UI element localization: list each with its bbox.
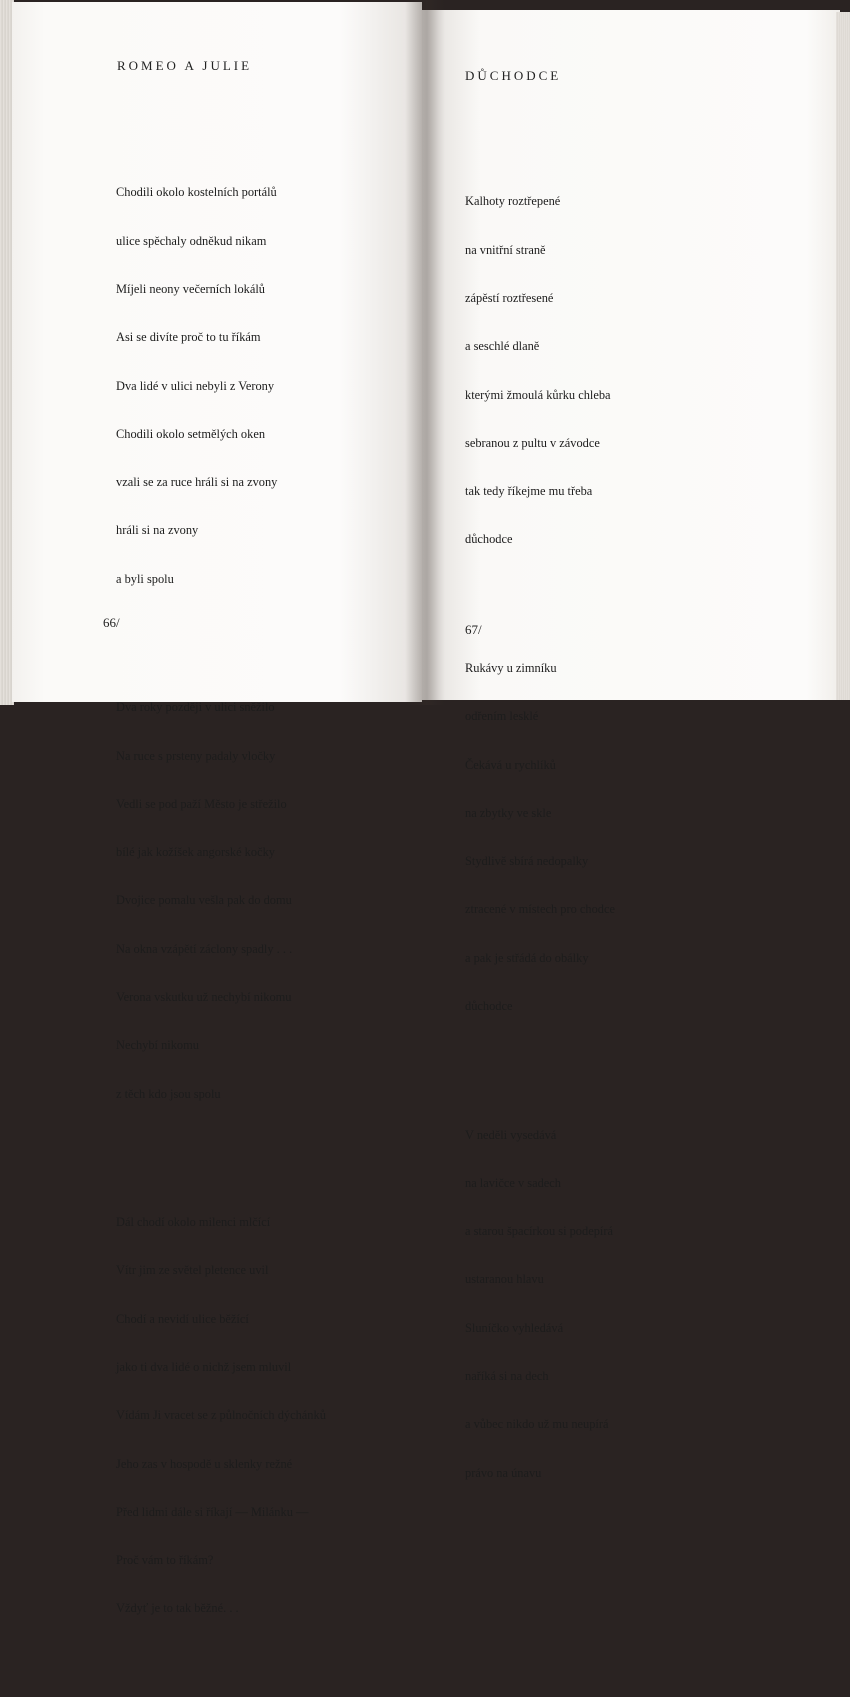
verse-line: Vždyť je to tak běžné. . . [116, 1601, 239, 1616]
verse-line: Dva roky později v ulici sněžilo [116, 700, 275, 715]
verse-line: právo na únavu [465, 1465, 542, 1480]
verse-line: Proč vám to říkám? [116, 1553, 214, 1568]
verse-line: důchodce [465, 998, 513, 1013]
verse-line: tak tedy říkejme mu třeba [465, 484, 593, 499]
verse-line: ustaranou hlavu [465, 1272, 544, 1287]
poem-body-left [116, 120, 326, 1697]
right-page [422, 10, 840, 1480]
verse-line: na zbytky ve skle [465, 805, 552, 820]
verse-line: Dál chodí okolo milenci mlčící [116, 1215, 271, 1230]
verse-line: ulice spěchaly odněkud nikam [116, 233, 267, 248]
verse-line: Na okna vzápětí záclony spadly . . . [116, 941, 293, 956]
stanza [116, 667, 326, 1134]
verse-line: Chodí a nevidí ulice běžící [116, 1311, 249, 1326]
verse-line: vzali se za ruce hráli si na zvony [116, 475, 278, 490]
verse-line: Chodili okolo kostelních portálů [116, 185, 277, 200]
verse-line: kterými žmoulá kůrku chleba [465, 387, 611, 402]
verse-line: na lavičce v sadech [465, 1175, 561, 1190]
verse-line: Sluníčko vyhledává [465, 1320, 564, 1335]
page-number-right: 67/ [465, 622, 482, 637]
verse-line: z těch kdo jsou spolu [116, 1086, 221, 1101]
verse-line: Rukávy u zimníku [465, 661, 557, 675]
verse-line: a starou špacírkou si podepírá [465, 1224, 613, 1239]
poem-title-right: DŮCHODCE [465, 68, 562, 83]
verse-line: ztracené v místech pro chodce [465, 902, 615, 917]
page-edges-right [836, 12, 850, 700]
verse-line: Čekává u rychlíků [465, 757, 556, 772]
verse-line: Vedli se pod paží Město je střežilo [116, 796, 287, 811]
verse-line: Verona vskutku už nechybí nikomu [116, 989, 292, 1004]
verse-line: Nechybí nikomu [116, 1038, 199, 1053]
verse-line: Na ruce s prsteny padaly vločky [116, 748, 276, 763]
verse-line: a seschlé dlaně [465, 339, 540, 354]
stanza [116, 1182, 326, 1649]
verse-line: odřením lesklé [465, 709, 539, 724]
verse-line: naříká si na dech [465, 1369, 549, 1384]
verse-line: na vnitřní straně [465, 242, 546, 257]
verse-line: Před lidmi dále si říkají — Milánku — [116, 1504, 309, 1519]
verse-line: Stydlivě sbírá nedopalky [465, 854, 589, 869]
verse-line: Míjeli neony večerních lokálů [116, 281, 265, 296]
verse-line: zápěstí roztřesené [465, 290, 554, 305]
verse-line: Jeho zas v hospodě u sklenky režné [116, 1456, 293, 1471]
verse-line: Dva lidé v ulici nebyli z Verony [116, 378, 275, 393]
stanza [465, 628, 615, 1046]
verse-line: V neděli vysedává [465, 1127, 557, 1142]
stanza [465, 161, 615, 579]
verse-line: jako ti dva lidé o nichž jsem mluvil [116, 1360, 292, 1375]
verse-line: a vůbec nikdo už mu neupírá [465, 1417, 609, 1432]
verse-line: hráli si na zvony [116, 523, 199, 538]
verse-line: důchodce [465, 532, 513, 547]
poem-title-left: ROMEO A JULIE [117, 58, 253, 73]
left-page [12, 2, 422, 1616]
verse-line: Vídám Ji vracet se z půlnočních dýchánků [116, 1408, 326, 1423]
verse-line: a pak je střádá do obálky [465, 950, 589, 965]
page-number-left: 66/ [103, 615, 120, 630]
verse-line: Chodili okolo setmělých oken [116, 426, 266, 441]
verse-line: Asi se divíte proč to tu říkám [116, 330, 261, 345]
verse-line: bílé jak kožíšek angorské kočky [116, 845, 275, 860]
verse-line: Kalhoty roztřepené [465, 194, 561, 209]
stanza [116, 152, 326, 619]
verse-line: Dvojice pomalu vešla pak do domu [116, 893, 292, 908]
verse-line: a byli spolu [116, 571, 174, 586]
verse-line: sebranou z pultu v závodce [465, 435, 600, 450]
verse-line: Vítr jim ze světel pletence uvil [116, 1263, 269, 1278]
stanza [465, 1094, 615, 1512]
poem-body-right [465, 129, 615, 1561]
